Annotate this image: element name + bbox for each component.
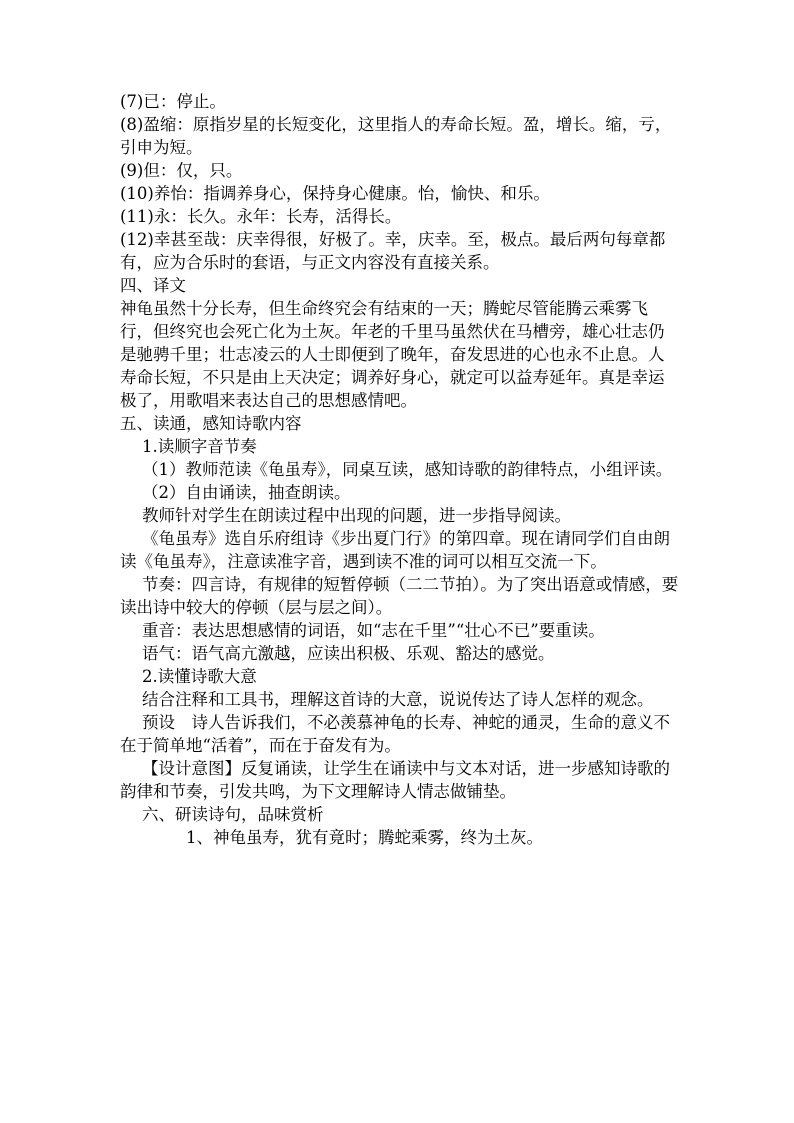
preset-paragraph: 预设 诗人告诉我们，不必羡慕神龟的长寿、神蛇的通灵，生命的意义不在于简单地“活着”，而在于奋发有为。 (120, 713, 670, 755)
combine-paragraph: 结合注释和工具书，理解这首诗的大意，说说传达了诗人怎样的观念。 (142, 690, 654, 709)
rhythm-paragraph: 节奏：四言诗，有规律的短暂停顿（二二节拍）。为了突出语意或情感，要读出诗中较大的停顿（层与层之间）。 (120, 575, 679, 617)
step-2-paragraph: （2）自由诵读，抽查朗读。 (142, 483, 351, 502)
section-4-title: 四、译文 (120, 276, 186, 295)
stress-paragraph: 重音：表达思想感情的词语，如“志在千里”“壮心不已”要重读。 (142, 621, 605, 640)
document-page (120, 90, 680, 849)
note-10: (10)养怡：指调养身心，保持身心健康。怡，愉快、和乐。 (120, 184, 550, 203)
note-8: (8)盈缩：原指岁星的长短变化，这里指人的寿命长短。盈，增长。缩，亏，引申为短。 (120, 115, 672, 157)
poem-line-1: 1、神龟虽寿，犹有竟时；腾蛇乘雾，终为土灰。 (186, 828, 543, 847)
tone-paragraph: 语气：语气高亢激越，应读出积极、乐观、豁达的感觉。 (142, 644, 555, 663)
section-6-title: 六、研读诗句，品味赏析 (142, 805, 324, 824)
note-11: (11)永：长久。永年：长寿，活得长。 (120, 207, 402, 226)
design-intent-paragraph: 【设计意图】反复诵读，让学生在诵读中与文本对话，进一步感知诗歌的韵律和节奏，引发共鸣，为下文理解诗人情志做铺垫。 (120, 759, 670, 801)
teacher-guidance-paragraph: 教师针对学生在朗读过程中出现的问题，进一步指导阅读。 (142, 506, 571, 525)
translation-paragraph: 神龟虽然十分长寿，但生命终究会有结束的一天；腾蛇尽管能腾云乘雾飞行，但终究也会死亡化为土灰。年老的千里马虽然伏在马槽旁，雄心壮志仍是驰骋千里；壮志凌云的人士即便到了晚年，奋发思进的心也永不止息。人寿命长短，不只是由上天决定；调养好身心，就定可以益寿延年。真是幸运极了，用歌唱来表达自己的思想感情吧。 (120, 299, 665, 410)
step-1-paragraph: （1）教师范读《龟虽寿》，同桌互读，感知诗歌的韵律特点，小组评读。 (142, 460, 673, 479)
source-paragraph: 《龟虽寿》选自乐府组诗《步出夏门行》的第四章。现在请同学们自由朗读《龟虽寿》，注意读准字音，遇到读不准的词可以相互交流一下。 (120, 529, 670, 571)
note-7: (7)已：停止。 (120, 92, 226, 111)
note-12: (12)幸甚至哉：庆幸得很，好极了。幸，庆幸。至，极点。最后两句每章都有，应为合乐时的套语，与正文内容没有直接关系。 (120, 230, 666, 272)
subsection-2-title: 2.读懂诗歌大意 (142, 667, 257, 686)
section-5-title: 五、读通，感知诗歌内容 (120, 414, 302, 433)
note-9: (9)但：仅，只。 (120, 161, 243, 180)
subsection-1-title: 1.读顺字音节奏 (142, 437, 257, 456)
